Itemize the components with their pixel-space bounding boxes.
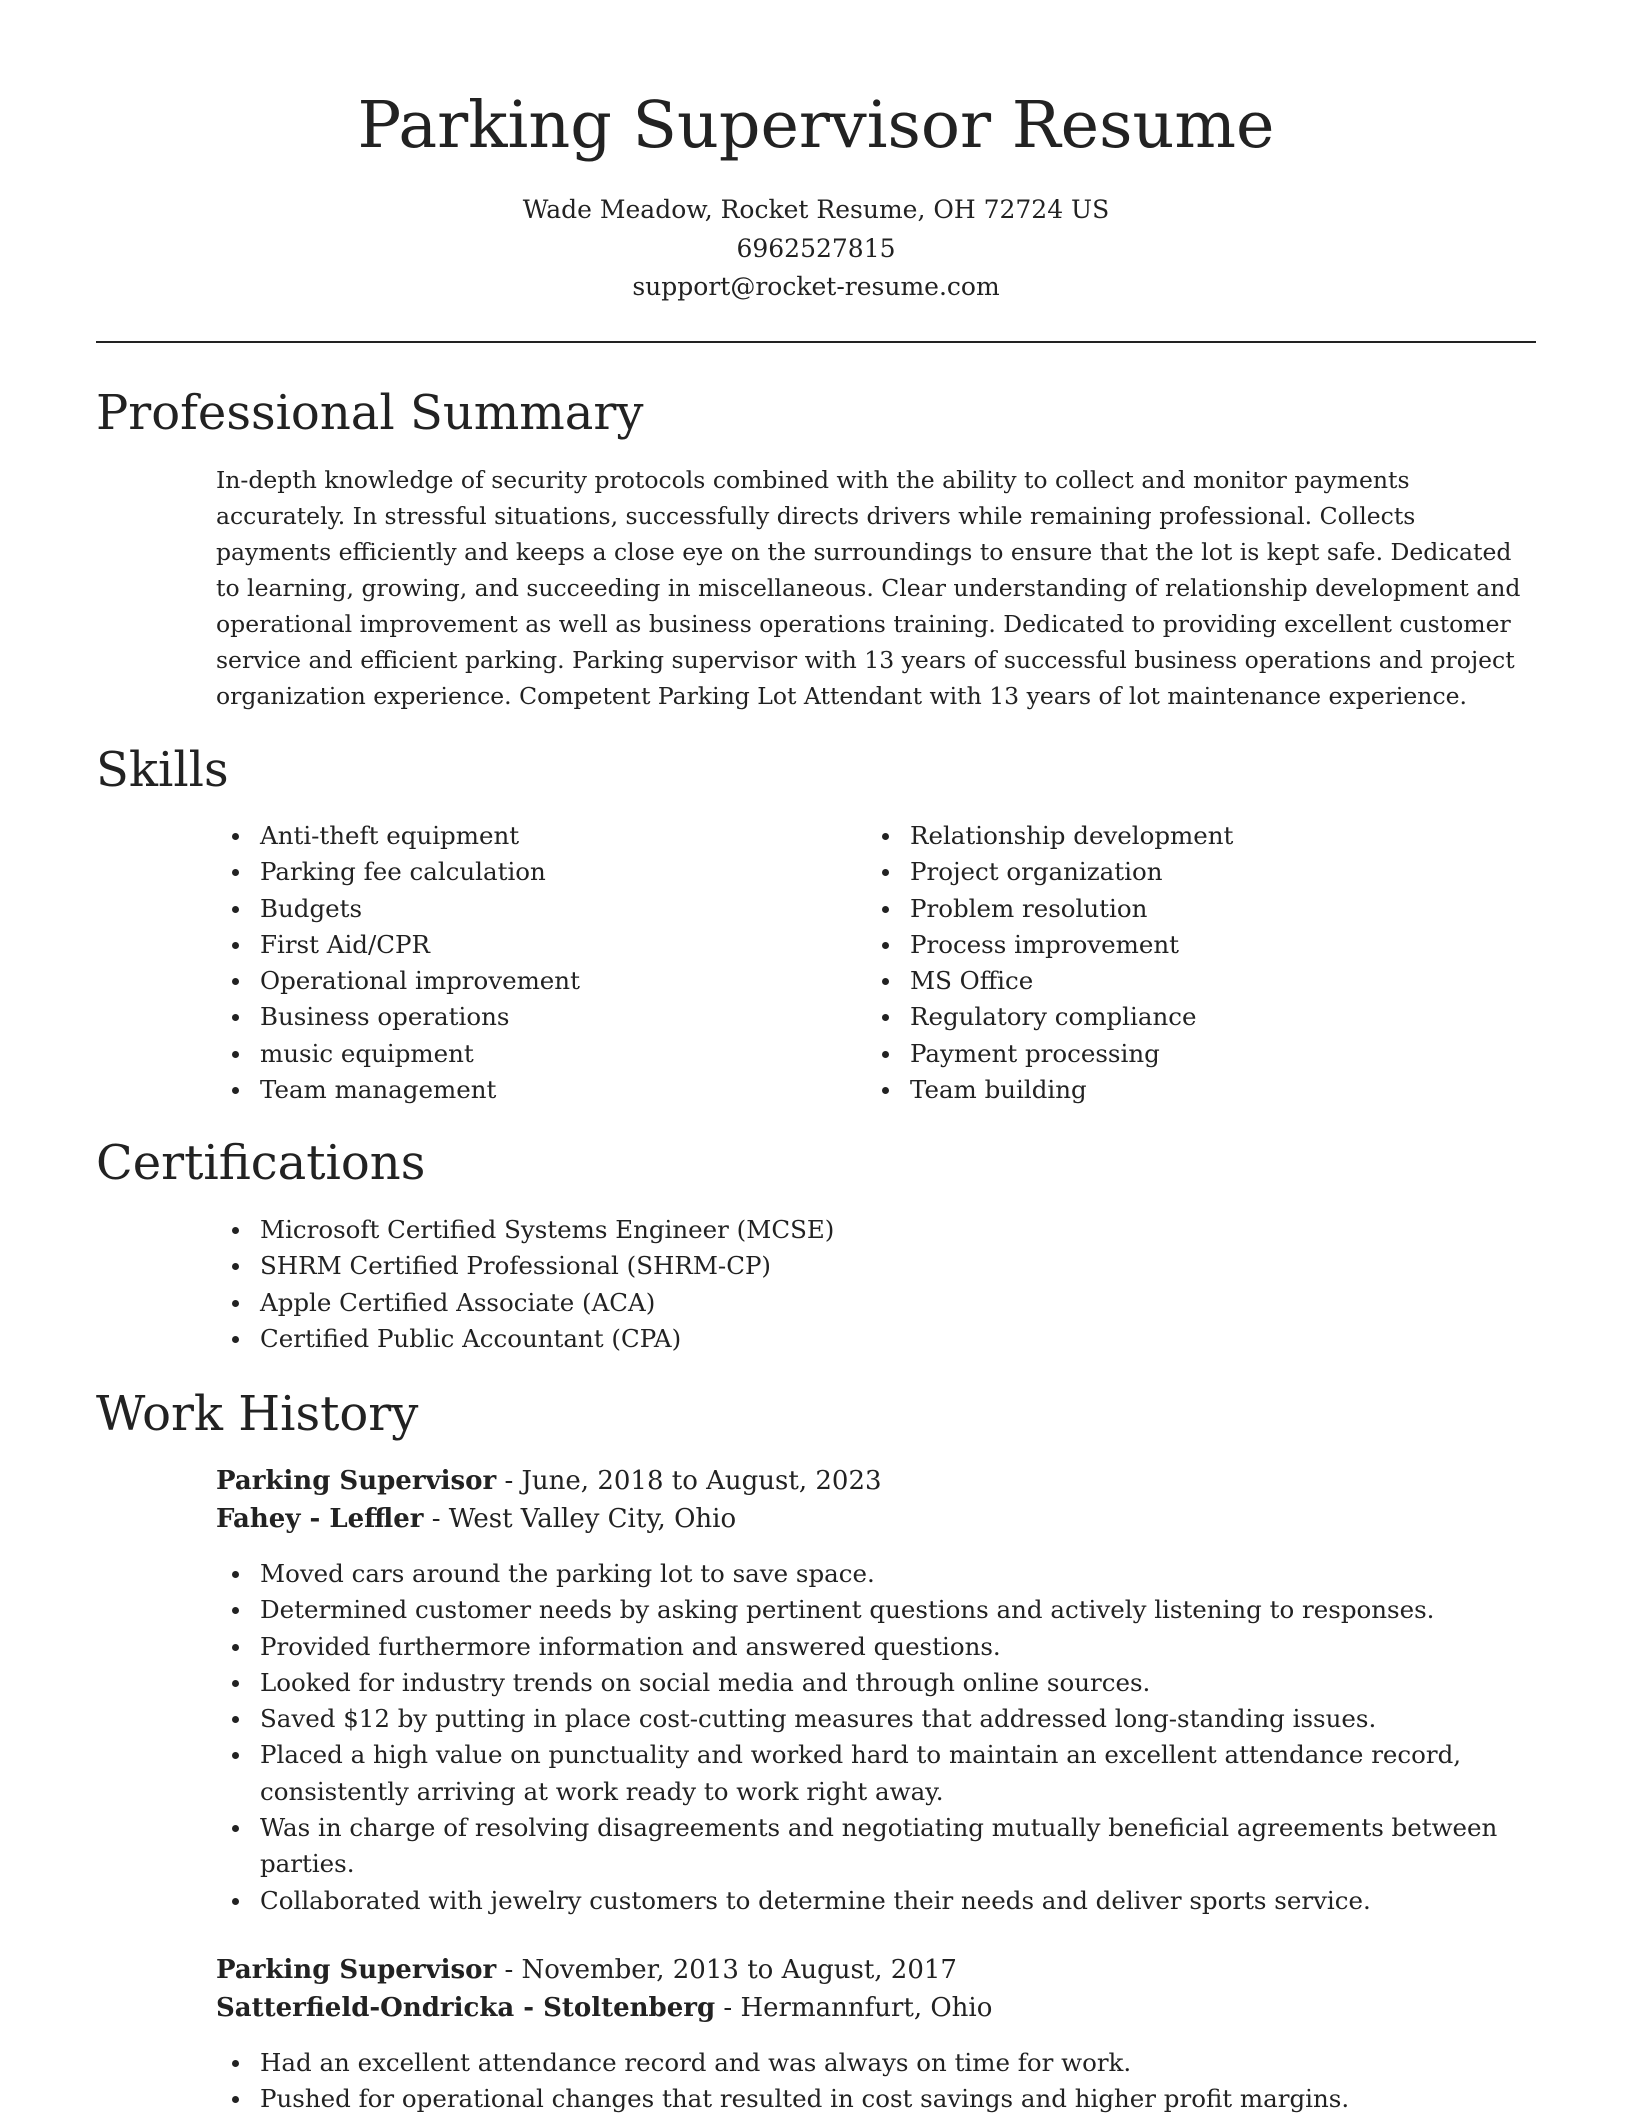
skill-item: Budgets <box>216 891 816 927</box>
skill-item: Anti-theft equipment <box>216 818 816 854</box>
job-bullet: Placed a high value on punctuality and worked hard to maintain an excellent attendance record, consistently arriving at work ready to work right away. <box>216 1737 1546 1810</box>
contact-email: support@rocket-resume.com <box>632 272 1000 301</box>
job-bullet: Was in charge of resolving disagreements and negotiating mutually beneficial agreements between parties. <box>216 1810 1546 1883</box>
job-bullet: Moved cars around the parking lot to save space. <box>216 1556 1546 1592</box>
job-location: - Hermannfurt, Ohio <box>715 1993 993 2023</box>
header-divider <box>96 341 1536 343</box>
job-bullet: Collaborated with jewelry customers to determine their needs and deliver sports service. <box>216 1883 1546 1919</box>
skill-item: Project organization <box>866 854 1466 890</box>
skills-heading: Skills <box>96 742 229 798</box>
job-title: Parking Supervisor <box>216 1955 497 1985</box>
skill-item: First Aid/CPR <box>216 927 816 963</box>
skill-item: music equipment <box>216 1036 816 1072</box>
contact-phone: 6962527815 <box>736 234 896 263</box>
job-company: Fahey - Leffler <box>216 1504 424 1534</box>
job-title-line <box>216 1462 882 1500</box>
skill-item: Process improvement <box>866 927 1466 963</box>
certification-item: SHRM Certified Professional (SHRM-CP) <box>216 1248 1546 1284</box>
skills-list-left <box>216 818 816 1108</box>
skill-item: Team building <box>866 1072 1466 1108</box>
skill-item: Payment processing <box>866 1036 1466 1072</box>
skill-item: Operational improvement <box>216 963 816 999</box>
skill-item: MS Office <box>866 963 1466 999</box>
job-bullet: Had an excellent attendance record and was always on time for work. <box>216 2045 1546 2081</box>
certification-item: Apple Certified Associate (ACA) <box>216 1285 1546 1321</box>
job-bullet: Looked for industry trends on social media and through online sources. <box>216 1665 1546 1701</box>
skill-item: Business operations <box>216 999 816 1035</box>
summary-heading: Professional Summary <box>96 385 644 441</box>
contact-address: Wade Meadow, Rocket Resume, OH 72724 US <box>522 195 1110 224</box>
skill-item: Regulatory compliance <box>866 999 1466 1035</box>
job-bullet: Provided furthermore information and answered questions. <box>216 1629 1546 1665</box>
job-location: - West Valley City, Ohio <box>423 1504 737 1534</box>
skill-item: Problem resolution <box>866 891 1466 927</box>
job-dates: - June, 2018 to August, 2023 <box>496 1466 882 1496</box>
job-dates: - November, 2013 to August, 2017 <box>496 1955 957 1985</box>
job-company-line <box>216 1500 736 1538</box>
skills-list-right <box>866 818 1466 1108</box>
skill-item: Relationship development <box>866 818 1466 854</box>
job-company-line <box>216 1989 992 2027</box>
certification-item: Certified Public Accountant (CPA) <box>216 1321 1546 1357</box>
work-history-heading: Work History <box>96 1386 419 1442</box>
job-title-line <box>216 1951 957 1989</box>
skill-item: Parking fee calculation <box>216 854 816 890</box>
job-bullet: Saved $12 by putting in place cost-cutting measures that addressed long-standing issues. <box>216 1701 1546 1737</box>
job-company: Satterfield-Ondricka - Stoltenberg <box>216 1993 716 2023</box>
job-bullets <box>216 2045 1546 2118</box>
resume-title: Parking Supervisor Resume <box>357 88 1275 163</box>
job-bullets <box>216 1556 1546 1919</box>
certifications-heading: Certifications <box>96 1135 426 1191</box>
skill-item: Team management <box>216 1072 816 1108</box>
job-title: Parking Supervisor <box>216 1466 497 1496</box>
certification-item: Microsoft Certified Systems Engineer (MCSE) <box>216 1212 1546 1248</box>
job-bullet: Determined customer needs by asking pertinent questions and actively listening to responses. <box>216 1592 1546 1628</box>
summary-text: In-depth knowledge of security protocols combined with the ability to collect and monitor payments accurately. In stressful situations, successfully directs drivers while remaining professional. Collects payments efficiently and keeps a close eye on the surroundings to ensure that the lot is kept safe. Dedicated to learning, growing, and succeeding in miscellaneous. Clear understanding of relationship development and operational improvement as well as business operations training. Dedicated to providing excellent customer service and efficient parking. Parking supervisor with 13 years of successful business operations and project organization experience. Competent Parking Lot Attendant with 13 years of lot maintenance experience. <box>216 466 1521 710</box>
certifications-list <box>216 1212 1546 1357</box>
job-bullet: Pushed for operational changes that resulted in cost savings and higher profit margins. <box>216 2081 1546 2117</box>
